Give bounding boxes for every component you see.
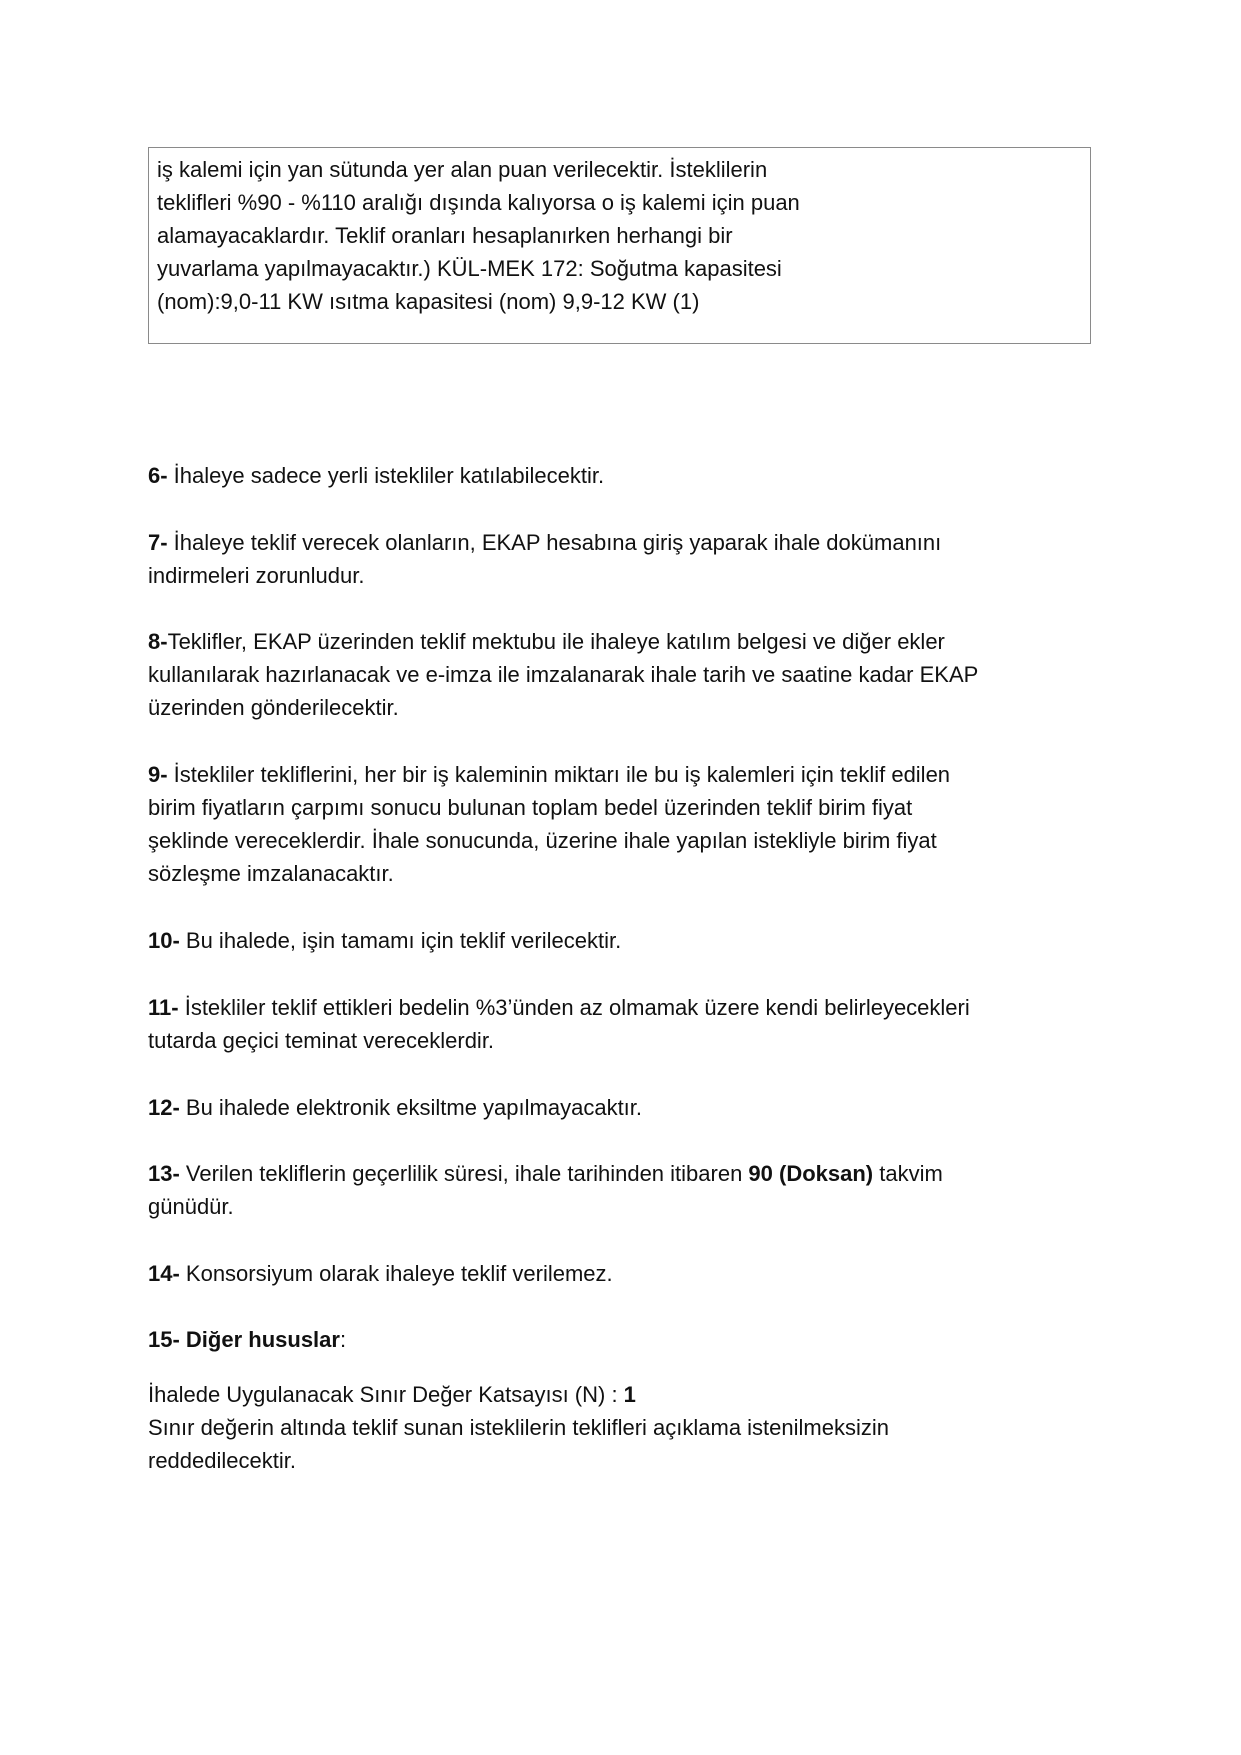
item-12 (148, 1095, 642, 1121)
item-number: 11- (148, 995, 179, 1020)
item-number: 10- (148, 928, 180, 953)
item-number: 12- (148, 1095, 180, 1120)
item-text: Bu ihalede elektronik eksiltme yapılmayacaktır. (179, 1095, 643, 1120)
item-number: 6- (148, 463, 168, 488)
item-9-cont: şeklinde vereceklerdir. İhale sonucunda, üzerine ihale yapılan istekliyle birim fiyat (148, 828, 937, 853)
item-14 (148, 1261, 613, 1287)
item-7 (148, 530, 941, 556)
item-text: Verilen tekliflerin geçerlilik süresi, ihale tarihinden itibaren (179, 1161, 749, 1186)
item-8 (148, 629, 945, 655)
coefficient-label: İhalede Uygulanacak Sınır Değer Katsayısı (N) : (148, 1382, 624, 1407)
item-number: 13- (148, 1161, 180, 1186)
box-line: (nom):9,0-11 KW ısıtma kapasitesi (nom) 9,9-12 KW (1) (157, 289, 700, 314)
item-text: İhaleye teklif verecek olanların, EKAP hesabına giriş yaparak ihale dokümanını (167, 530, 942, 555)
item-13 (148, 1161, 943, 1187)
item-text: İstekliler teklif ettikleri bedelin %3’ünden az olmamak üzere kendi belirleyecekleri (178, 995, 970, 1020)
item-11-cont: tutarda geçici teminat vereceklerdir. (148, 1028, 495, 1053)
item-number: 15- (148, 1327, 186, 1352)
title-colon: : (339, 1327, 347, 1352)
box-line: yuvarlama yapılmayacaktır.) KÜL-MEK 172: Soğutma kapasitesi (157, 256, 782, 281)
item-11 (148, 995, 970, 1021)
validity-period: 90 (Doksan) (748, 1161, 874, 1186)
box-line: teklifleri %90 - %110 aralığı dışında kalıyorsa o iş kalemi için puan (157, 190, 800, 215)
coefficient-value: 1 (623, 1382, 636, 1407)
item-8-cont: üzerinden gönderilecektir. (148, 695, 399, 720)
item-text: takvim (873, 1161, 943, 1186)
box-line: alamayacaklardır. Teklif oranları hesaplanırken herhangi bir (157, 223, 733, 248)
item-6 (148, 463, 604, 489)
item-15-heading (148, 1327, 346, 1353)
footer-line: Sınır değerin altında teklif sunan isteklilerin teklifleri açıklama istenilmeksizin (148, 1415, 889, 1440)
item-number: 7- (148, 530, 168, 555)
item-9 (148, 762, 950, 788)
item-number: 14- (148, 1261, 180, 1286)
limit-value-coefficient (148, 1382, 636, 1408)
item-9-cont: birim fiyatların çarpımı sonucu bulunan toplam bedel üzerinden teklif birim fiyat (148, 795, 913, 820)
item-13-cont: günüdür. (148, 1194, 234, 1219)
item-9-cont: sözleşme imzalanacaktır. (148, 861, 394, 886)
box-line: iş kalemi için yan sütunda yer alan puan verilecektir. İsteklilerin (157, 157, 768, 182)
item-number: 9- (148, 762, 168, 787)
item-number: 8- (148, 629, 168, 654)
item-text: Bu ihalede, işin tamamı için teklif verilecektir. (179, 928, 622, 953)
item-8-cont: kullanılarak hazırlanacak ve e-imza ile imzalanarak ihale tarih ve saatine kadar EKAP (148, 662, 979, 687)
section-title: Diğer hususlar (185, 1327, 340, 1352)
footer-line: reddedilecektir. (148, 1448, 296, 1473)
item-text: İstekliler tekliflerini, her bir iş kaleminin miktarı ile bu iş kalemleri için teklif edilen (167, 762, 951, 787)
continuation-table-cell (148, 147, 1091, 344)
item-text: İhaleye sadece yerli istekliler katılabilecektir. (167, 463, 605, 488)
item-7-cont: indirmeleri zorunludur. (148, 563, 365, 588)
item-10 (148, 928, 621, 954)
item-text: Konsorsiyum olarak ihaleye teklif verilemez. (179, 1261, 613, 1286)
item-text: Teklifler, EKAP üzerinden teklif mektubu ile ihaleye katılım belgesi ve diğer ekler (167, 629, 945, 654)
